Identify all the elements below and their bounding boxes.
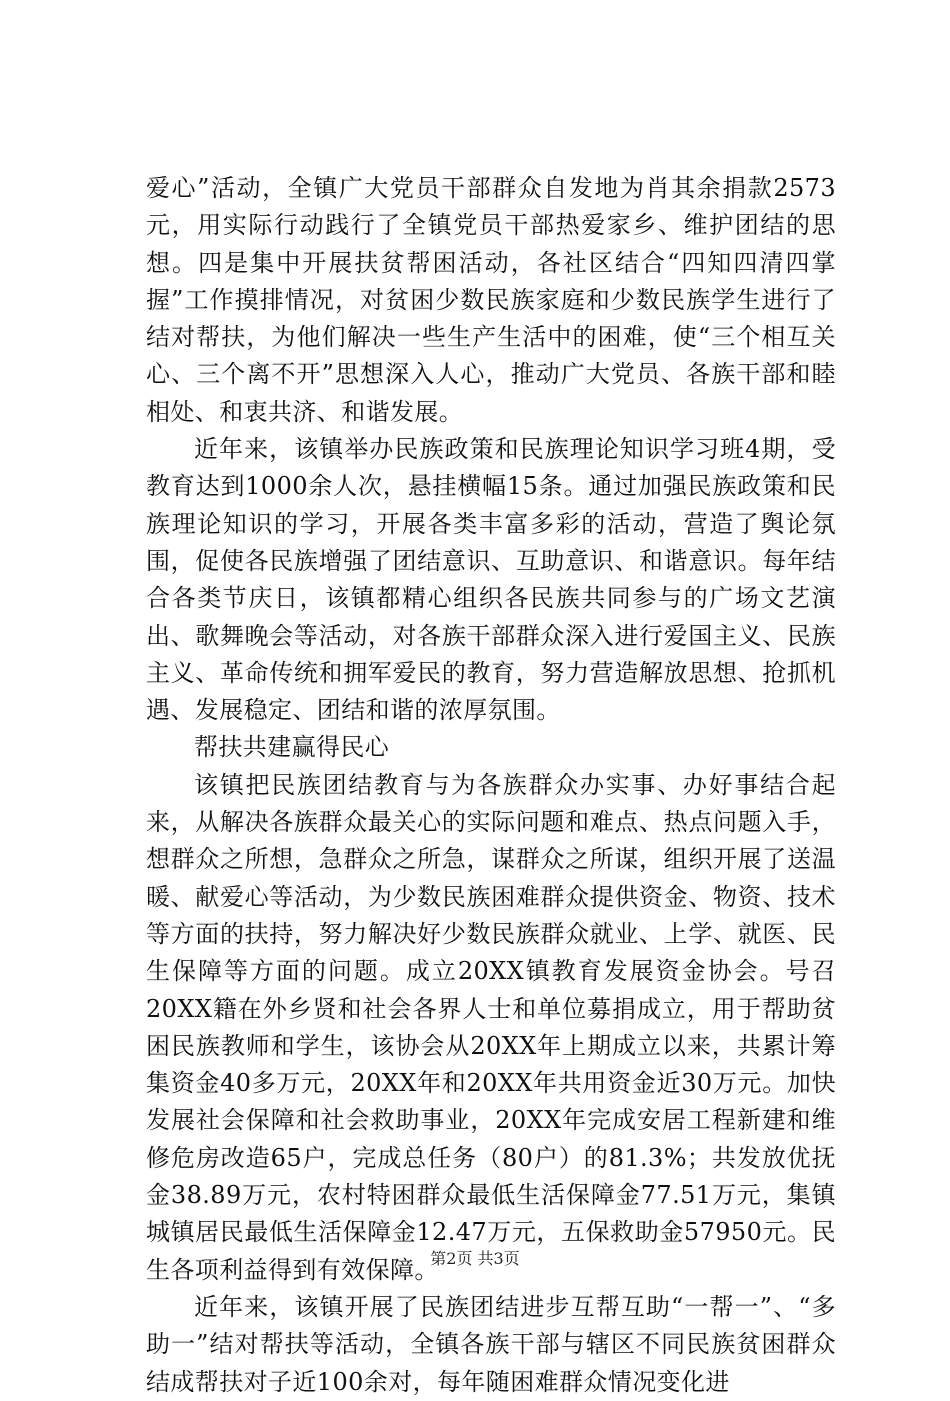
paragraph-pairing: 近年来，该镇开展了民族团结进步互帮互助“一帮一”、“多助一”结对帮扶等活动，全镇各族干部与辖区不同民族贫困群众结成帮扶对子近100余对，每年随困难群众情况变化进 [146, 1292, 836, 1396]
paragraph-education: 近年来，该镇举办民族政策和民族理论知识学习班4期，受教育达到1000余人次，悬挂横幅15条。通过加强民族政策和民族理论知识的学习，开展各类丰富多彩的活动，营造了舆论氛围，促使各民族增强了团结意识、互助意识、和谐意识。每年结合各类节庆日，该镇都精心组织各民族共同参与的广场文艺演出、歌舞晚会等活动，对各族干部群众深入进行爱国主义、民族主义、革命传统和拥军爱民的教育，努力营造解放思想、抢抓机遇、发展稳定、团结和谐的浓厚氛围。 [146, 435, 836, 725]
page-number: 第2页 共3页 [430, 1249, 520, 1268]
paragraph-continuation: 爱心”活动，全镇广大党员干部群众自发地为肖其余捐款2573元，用实际行动践行了全镇党员干部热爱家乡、维护团结的思想。四是集中开展扶贫帮困活动，各社区结合“四知四清四掌握”工作摸排情况，对贫困少数民族家庭和少数民族学生进行了结对帮扶，为他们解决一些生产生活中的困难，使“三个相互关心、三个离不开”思想深入人心，推动广大党员、各族干部和睦相处、和衷共济、和谐发展。 [146, 174, 836, 426]
section-heading: 帮扶共建赢得民心 [194, 733, 390, 762]
document-body [146, 170, 836, 1401]
paragraph-assistance: 该镇把民族团结教育与为各族群众办实事、办好事结合起来，从解决各族群众最关心的实际问题和难点、热点问题入手，想群众之所想，急群众之所急，谋群众之所谋，组织开展了送温暖、献爱心等活动，为少数民族困难群众提供资金、物资、技术等方面的扶持，努力解决好少数民族群众就业、上学、就医、民生保障等方面的问题。成立20XX镇教育发展资金协会。号召20XX籍在外乡贤和社会各界人士和单位募捐成立，用于帮助贫困民族教师和学生，该协会从20XX年上期成立以来，共累计筹集资金40多万元，20XX年和20XX年共用资金近30万元。加快发展社会保障和社会救助事业，20XX年完成安居工程新建和维修危房改造65户，完成总任务（80户）的81.3%；共发放优抚金38.89万元，农村特困群众最低生活保障金77.51万元，集镇城镇居民最低生活保障金12.47万元，五保救助金57950元。民生各项利益得到有效保障。 [146, 770, 836, 1284]
